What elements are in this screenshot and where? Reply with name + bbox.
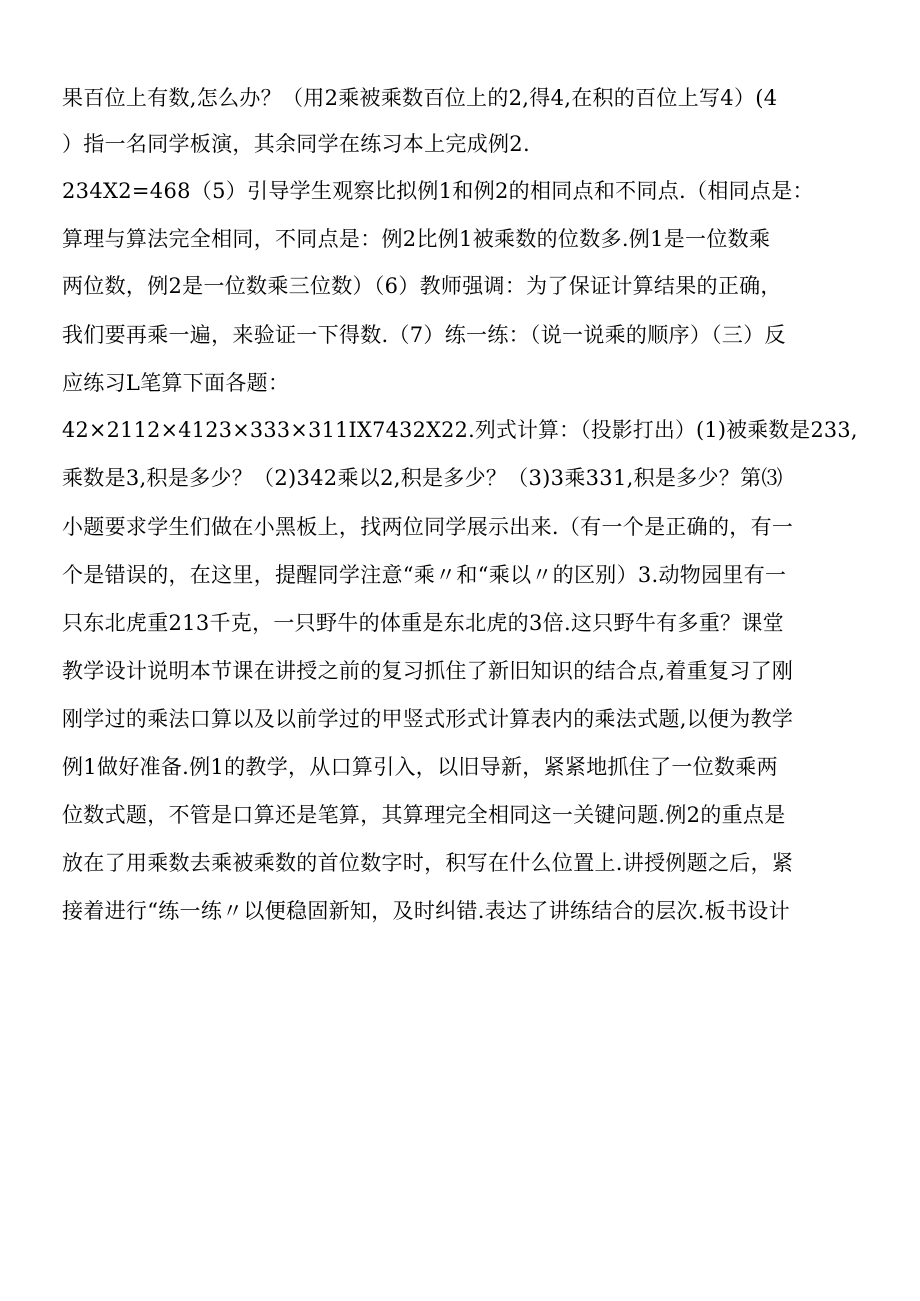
text-line: 乘数是3,积是多少？（2)342乘以2,积是多少？（3)3乘331,积是多少？第⑶ — [62, 466, 783, 490]
text-line: ）指一名同学板演，其余同学在练习本上完成例2. — [62, 132, 530, 156]
text-line: 应练习L笔算下面各题： — [62, 371, 290, 395]
text-line: 小题要求学生们做在小黑板上，找两位同学展示出来.（有一个是正确的，有一 — [62, 515, 794, 539]
text-line: 个是错误的，在这里，提醒同学注意“乘〃和“乘以〃的区别）3.动物园里有一 — [62, 563, 787, 587]
text-line: 只东北虎重213千克，一只野牛的体重是东北虎的3倍.这只野牛有多重？课堂 — [62, 611, 784, 635]
text-line: 教学设计说明本节课在讲授之前的复习抓住了新旧知识的结合点,着重复习了刚 — [62, 659, 794, 683]
text-line: 算理与算法完全相同，不同点是：例2比例1被乘数的位数多.例1是一位数乘 — [62, 227, 771, 251]
text-line: 刚学过的乘法口算以及以前学过的甲竖式形式计算表内的乘法式题,以便为教学 — [62, 707, 794, 731]
text-line: 234X2=468（5）引导学生观察比拟例1和例2的相同点和不同点.（相同点是： — [62, 179, 814, 203]
text-line: 放在了用乘数去乘被乘数的首位数字时，积写在什么位置上.讲授例题之后，紧 — [62, 851, 794, 875]
text-line: 我们要再乘一遍，来验证一下得数.（7）练一练：（说一说乘的顺序）（三）反 — [62, 323, 786, 347]
text-line: 接着进行“练一练〃以便稳固新知，及时纠错.表达了讲练结合的层次.板书设计 — [62, 899, 790, 923]
text-line: 果百位上有数,怎么办？（用2乘被乘数百位上的2,得4,在积的百位上写4）(4 — [62, 86, 778, 110]
text-line: 两位数，例2是一位数乘三位数）（6）教师强调：为了保证计算结果的正确， — [62, 274, 782, 298]
text-line: 42×2112×4123×333×311IX7432X22.列式计算：（投影打出）(1)被乘数是233, — [62, 418, 858, 442]
text-line: 例1做好准备.例1的教学，从口算引入，以旧导新，紧紧地抓住了一位数乘两 — [62, 755, 778, 779]
text-line: 位数式题，不管是口算还是笔算，其算理完全相同这一关键问题.例2的重点是 — [62, 803, 786, 827]
